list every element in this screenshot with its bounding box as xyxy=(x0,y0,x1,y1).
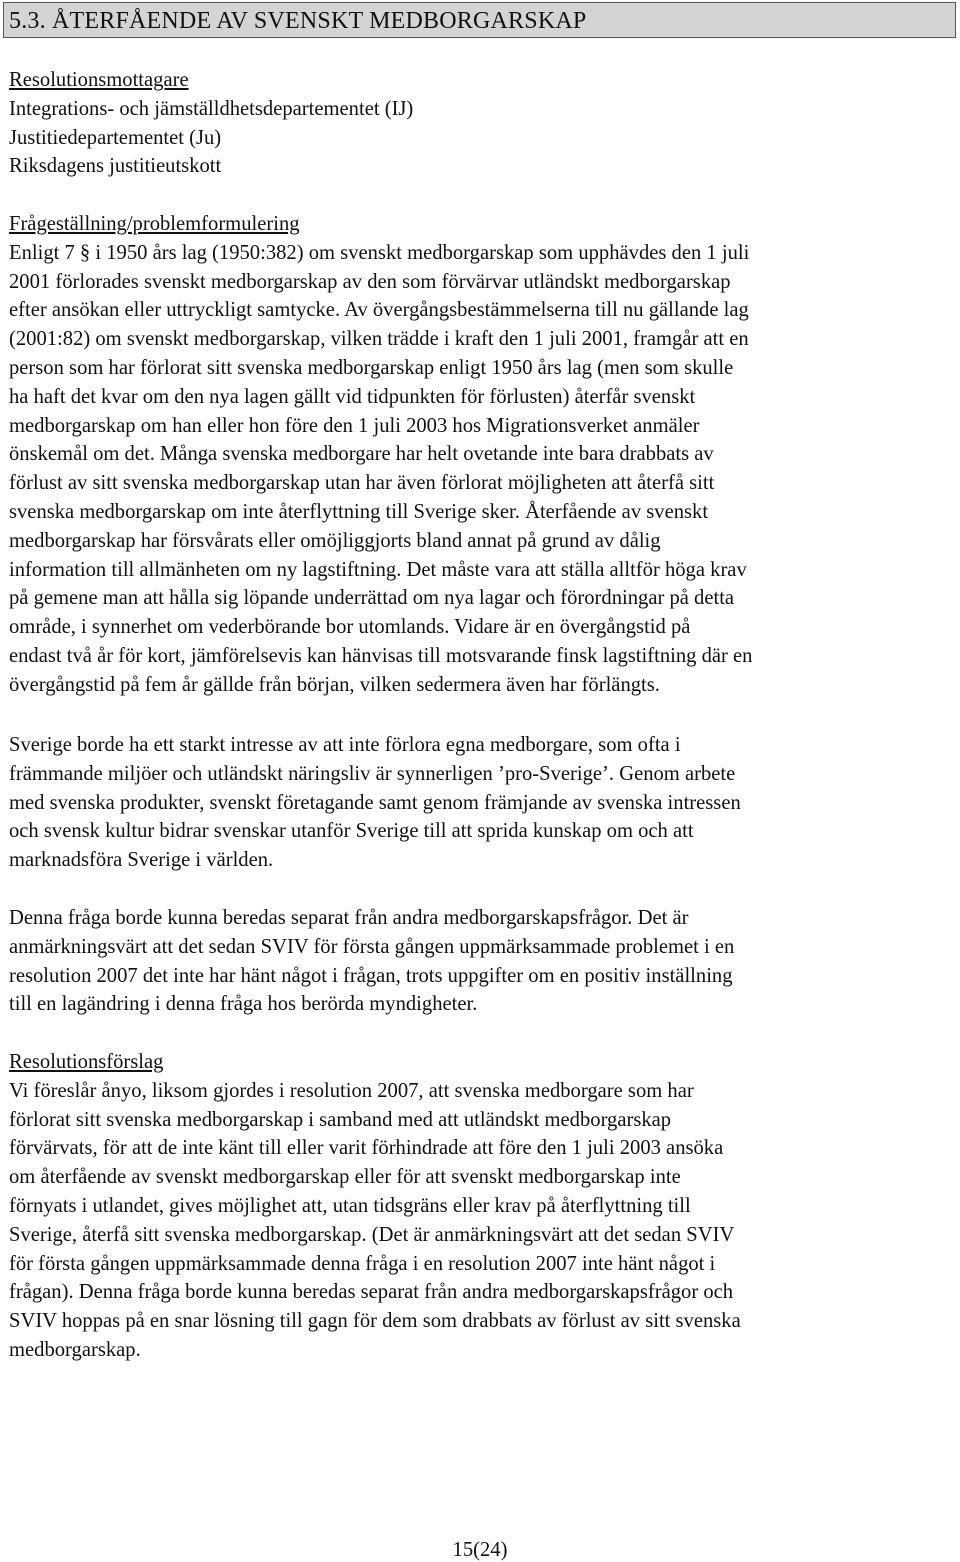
problem-line: önskemål om det. Många svenska medborgare har helt ovetande inte bara drabbats av xyxy=(9,443,714,466)
proposal-label: Resolutionsförslag xyxy=(9,1051,164,1073)
problem-line: efter ansökan eller uttryckligt samtycke. Av övergångsbestämmelserna till nu gällande lag xyxy=(9,299,749,322)
proposal-line: för första gången uppmärksammade denna fråga i en resolution 2007 inte hänt något i xyxy=(9,1252,716,1275)
paragraph-line: och svensk kultur bidrar svenskar utanför Sverige till att sprida kunskap om och att xyxy=(9,820,694,843)
recipient-item: Justitiedepartementet (Ju) xyxy=(9,126,222,149)
problem-section xyxy=(9,210,954,700)
problem-line: svenska medborgarskap om inte återflyttning till Sverige sker. Återfående av svenskt xyxy=(9,500,709,523)
paragraph-line: med svenska produkter, svenskt företagande samt genom främjande av svenska intressen xyxy=(9,791,741,814)
proposal-line: Sverige, återfå sitt svenska medborgarskap. (Det är anmärkningsvärt att det sedan SVIV xyxy=(9,1223,735,1246)
separate-handling-paragraph xyxy=(9,904,954,1019)
recipients-label: Resolutionsmottagare xyxy=(9,69,189,91)
proposal-line: frågan). Denna fråga borde kunna beredas separat från andra medborgarskapsfrågor och xyxy=(9,1281,734,1304)
problem-line: förlust av sitt svenska medborgarskap utan har även förlorat möjligheten att återfå sitt xyxy=(9,472,715,495)
proposal-line: medborgarskap. xyxy=(9,1338,141,1361)
section-heading: 5.3. ÅTERFÅENDE AV SVENSKT MEDBORGARSKAP xyxy=(3,2,956,38)
problem-line: ha haft det kvar om den nya lagen gällt vid tidpunkten för förlusten) återfår svenskt xyxy=(9,385,696,408)
problem-line: på gemene man att hålla sig löpande underrättad om nya lagar och förordningar på detta xyxy=(9,587,735,610)
recipient-item: Riksdagens justitieutskott xyxy=(9,155,222,178)
problem-line: område, i synnerhet om vederbörande bor utomlands. Vidare är en övergångstid på xyxy=(9,616,691,639)
problem-line: person som har förlorat sitt svenska medborgarskap enligt 1950 års lag (men som skulle xyxy=(9,356,734,379)
proposal-line: SVIV hoppas på en snar lösning till gagn för dem som drabbats av förlust av sitt svenska xyxy=(9,1310,741,1333)
paragraph-line: till en lagändring i denna fråga hos berörda myndigheter. xyxy=(9,993,478,1016)
problem-line: information till allmänheten om ny lagstiftning. Det måste vara att ställa alltför höga krav xyxy=(9,558,747,581)
proposal-line: om återfående av svenskt medborgarskap eller för att svenskt medborgarskap inte xyxy=(9,1166,681,1189)
paragraph-line: främmande miljöer och utländskt näringsliv är synnerligen ’pro-Sverige’. Genom arbete xyxy=(9,762,736,785)
problem-line: medborgarskap om han eller hon före den 1 juli 2003 hos Migrationsverket anmäler xyxy=(9,414,700,437)
paragraph-line: resolution 2007 det inte har hänt något i frågan, trots uppgifter om en positiv inställning xyxy=(9,964,733,987)
proposal-line: förlorat sitt svenska medborgarskap i samband med att utländskt medborgarskap xyxy=(9,1108,672,1131)
problem-label: Frågeställning/problemformulering xyxy=(9,213,300,235)
proposal-line: förvärvats, för att de inte känt till eller varit förhindrade att före den 1 juli 2003 ansöka xyxy=(9,1137,724,1160)
recipients-section xyxy=(9,66,954,181)
paragraph-line: anmärkningsvärt att det sedan SVIV för första gången uppmärksammade problemet i en xyxy=(9,935,735,958)
proposal-line: Vi föreslår ånyo, liksom gjordes i resolution 2007, att svenska medborgare som har xyxy=(9,1079,694,1102)
problem-line: medborgarskap har försvårats eller omöjliggjorts bland annat på grund av dålig xyxy=(9,529,661,552)
problem-line: övergångstid på fem år gällde från början, vilken sedermera även har förlängts. xyxy=(9,673,660,696)
proposal-line: förnyats i utlandet, gives möjlighet att, utan tidsgräns eller krav på återflyttning till xyxy=(9,1194,691,1217)
problem-line: 2001 förlorades svenskt medborgarskap av den som förvärvar utländskt medborgarskap xyxy=(9,270,731,293)
page-number: 15(24) xyxy=(452,1539,508,1561)
paragraph-line: Sverige borde ha ett starkt intresse av att inte förlora egna medborgare, som ofta i xyxy=(9,734,681,756)
recipient-item: Integrations- och jämställdhetsdepartementet (IJ) xyxy=(9,97,414,120)
problem-line: Enligt 7 § i 1950 års lag (1950:382) om svenskt medborgarskap som upphävdes den 1 juli xyxy=(9,241,750,264)
paragraph-line: marknadsföra Sverige i världen. xyxy=(9,849,274,872)
sweden-interest-paragraph xyxy=(9,731,954,875)
problem-line: endast två år för kort, jämförelsevis kan hänvisas till motsvarande finsk lagstiftning där en xyxy=(9,644,753,667)
problem-line: (2001:82) om svenskt medborgarskap, vilken trädde i kraft den 1 juli 2001, framgår att en xyxy=(9,328,749,351)
proposal-section xyxy=(9,1048,954,1365)
paragraph-line: Denna fråga borde kunna beredas separat från andra medborgarskapsfrågor. Det är xyxy=(9,907,689,929)
